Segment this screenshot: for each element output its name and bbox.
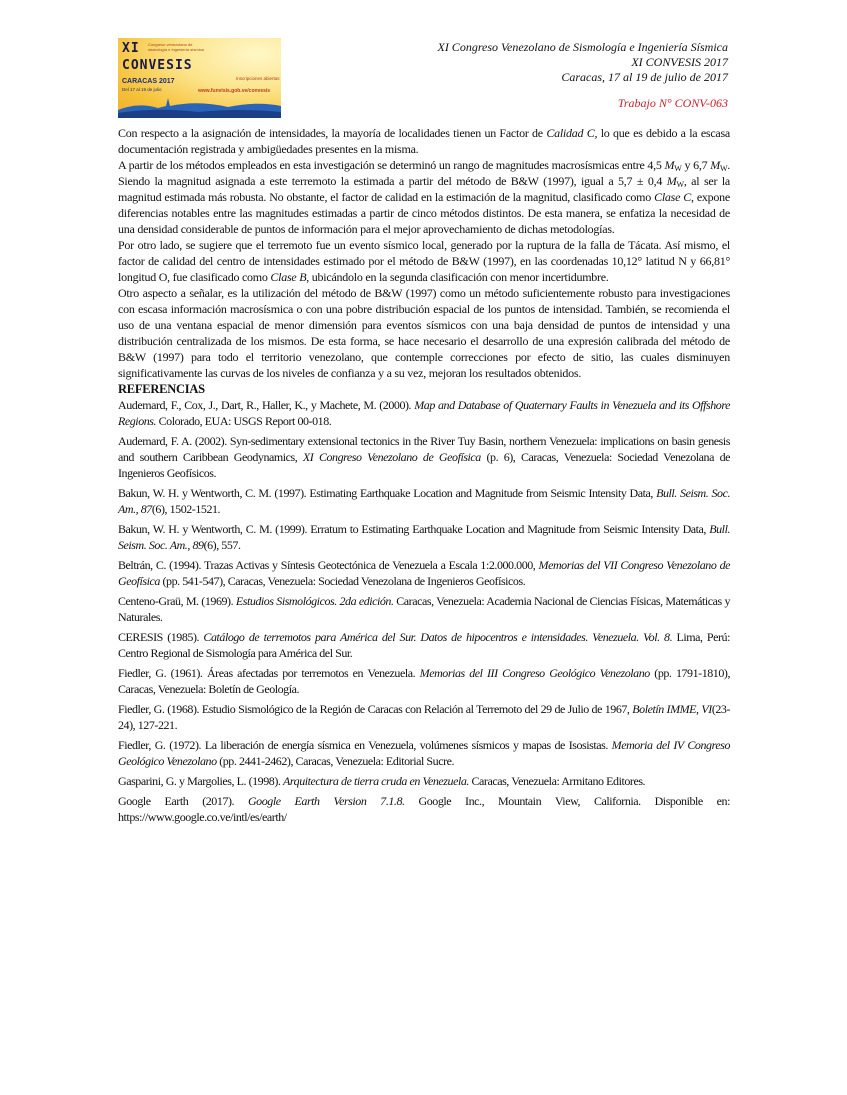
text: Google Inc., Mountain View, California. Disponible en: https://www.google.co.ve/intl/es/earth/ bbox=[118, 794, 730, 824]
header-line-1: XI Congreso Venezolano de Sismología e Ingeniería Sísmica bbox=[437, 40, 728, 54]
reference-item bbox=[118, 521, 730, 553]
text: Lima, Perú: Centro Regional de Sismología para América del Sur. bbox=[118, 630, 730, 660]
logo-url: www.funvisis.gob.ve/convesis bbox=[198, 88, 271, 94]
text: Con respecto a la asignación de intensidades, la mayoría de localidades tienen un Factor de bbox=[118, 126, 547, 140]
text: Fiedler, G. (1961). Áreas afectadas por terremotos en Venezuela. bbox=[118, 666, 420, 680]
text: (6), 557. bbox=[203, 538, 241, 552]
text: y 6,7 bbox=[681, 158, 711, 172]
magnitude-symbol: M bbox=[710, 158, 720, 172]
subscript: W bbox=[676, 180, 684, 189]
italic-text: Clase B bbox=[270, 270, 307, 284]
italic-text: Catálogo de terremotos para América del Sur. Datos de hipocentros e intensidades. Venezuela. Vol. 8. bbox=[203, 630, 673, 644]
reference-item bbox=[118, 557, 730, 589]
paragraph-1 bbox=[118, 125, 730, 157]
magnitude-symbol: M bbox=[664, 158, 675, 172]
text: Fiedler, G. (1968). Estudio Sismológico de la Región de Caracas con Relación al Terremoto del 29 de Julio de 1967, bbox=[118, 702, 633, 716]
logo-convesis: CONVESIS bbox=[122, 58, 193, 73]
text: lo que es debido a la escasa documentación registrada y ambigüedades presentes en la misma. bbox=[118, 126, 730, 156]
text: A partir de los métodos empleados en esta investigación se determinó un rango de magnitudes macrosísmicas entre 4,5 bbox=[118, 158, 665, 172]
text: (p. 6), Caracas, Venezuela: Sociedad Venezolana de Ingenieros Geofísicos. bbox=[118, 450, 730, 480]
text: Por otro lado, se sugiere que el terremoto fue un evento sísmico local, generado por la ruptura de la falla de Tácata. Así mismo, el factor de calidad del centro de intensidades estimado por el método de B&W (1997), en las coordenadas 10,12° latitud N y 66,81° longitud O, fue clasificado como bbox=[118, 238, 730, 284]
italic-text: Google Earth Version 7.1.8. bbox=[247, 794, 405, 808]
italic-text: Boletín IMME, VI bbox=[632, 702, 712, 716]
text: Fiedler, G. (1972). La liberación de energía sísmica en Venezuela, volúmenes sísmicos y mapas de Isosistas. bbox=[118, 738, 612, 752]
text: Centeno-Graü, M. (1969). bbox=[118, 594, 236, 608]
text: Caracas, Venezuela: Armitano Editores. bbox=[468, 774, 646, 788]
text: Colorado, EUA: USGS Report 00-018. bbox=[156, 414, 332, 428]
italic-text: Memoria del IV Congreso Geológico Venezolano bbox=[118, 738, 730, 768]
reference-item bbox=[118, 665, 730, 697]
header-line-2: XI CONVESIS 2017 bbox=[631, 55, 728, 69]
logo-skyline-icon bbox=[118, 92, 281, 118]
text: Bakun, W. H. y Wentworth, C. M. (1997). Estimating Earthquake Location and Magnitude from Seismic Intensity Data, bbox=[118, 486, 657, 500]
italic-text: Clase C bbox=[654, 190, 691, 204]
text: Audemard, F. A. (2002). Syn-sedimentary extensional tectonics in the River Tuy Basin, northern Venezuela: implications on basin genesis and southern Caribbean Geodynamics, bbox=[118, 434, 730, 464]
text: (pp. 541-547), Caracas, Venezuela: Sociedad Venezolana de Ingenieros Geofísicos. bbox=[159, 574, 526, 588]
logo-dates: Del 17 al 19 de julio bbox=[122, 87, 162, 92]
text: Bakun, W. H. y Wentworth, C. M. (1999). Erratum to Estimating Earthquake Location and Magnitude from Seismic Intensity Data, bbox=[118, 522, 710, 536]
italic-text: Bull. Seism. Soc. Am., 87 bbox=[118, 486, 730, 516]
text: CERESIS (1985). bbox=[118, 630, 204, 644]
paragraph-2 bbox=[118, 157, 730, 237]
magnitude-symbol: M bbox=[666, 174, 677, 188]
reference-item bbox=[118, 397, 730, 429]
logo-inscriptions: Inscripciones abiertas bbox=[236, 76, 280, 81]
italic-text: XI Congreso Venezolano de Geofísica bbox=[302, 450, 481, 464]
reference-item bbox=[118, 773, 730, 789]
text: (6), 1502-1521. bbox=[151, 502, 221, 516]
text: , al ser la magnitud estimada más robusta. No obstante, el factor de calidad en la estimación de la magnitud, clasificado como bbox=[118, 174, 730, 204]
reference-item bbox=[118, 629, 730, 661]
italic-text: Arquitectura de tierra cruda en Venezuela. bbox=[282, 774, 469, 788]
text: . Siendo la magnitud asignada a este terremoto la estimada a partir del método de B&W (1997), igual a 5,7 ± 0,4 bbox=[118, 158, 731, 188]
logo-city: CARACAS 2017 bbox=[122, 78, 175, 85]
text: , expone diferencias notables entre las magnitudes estimadas a partir de cinco métodos distintos. De esta manera, se enfatiza la necesidad de una densidad considerable de puntos de información para el mejor aprovechamiento de dichas metodologías. bbox=[118, 190, 730, 236]
italic-text: Estudios Sismológicos. 2da edición. bbox=[235, 594, 394, 608]
text: Audemard, F., Cox, J., Dart, R., Haller, K., y Machete, M. (2000). bbox=[118, 398, 415, 412]
header-line-3: Caracas, 17 al 19 de julio de 2017 bbox=[561, 70, 728, 84]
paper-number: Trabajo N° CONV-063 bbox=[617, 96, 728, 110]
italic-text: Map and Database of Quaternary Faults in Venezuela and its Offshore Regions. bbox=[118, 398, 731, 428]
reference-item bbox=[118, 793, 730, 825]
reference-item bbox=[118, 593, 730, 625]
text: (pp. 1791-1810), Caracas, Venezuela: Boletín de Geología. bbox=[118, 666, 730, 696]
references-list bbox=[118, 397, 730, 825]
text: Gasparini, G. y Margolies, L. (1998). bbox=[118, 774, 283, 788]
convesis-logo bbox=[118, 38, 281, 118]
reference-item bbox=[118, 701, 730, 733]
paper-body bbox=[118, 125, 730, 829]
text: Beltrán, C. (1994). Trazas Activas y Síntesis Geotectónica de Venezuela a Escala 1:2.000.000, bbox=[118, 558, 539, 572]
reference-item bbox=[118, 433, 730, 481]
logo-xi: XI bbox=[122, 41, 140, 56]
text: Caracas, Venezuela: Academia Nacional de Ciencias Físicas, Matemáticas y Naturales. bbox=[118, 594, 731, 624]
italic-text: Bull. Seism. Soc. Am., 89 bbox=[118, 522, 730, 552]
logo-small-text: Congreso venezolano de sismología e ingeniería sísmica bbox=[148, 42, 204, 52]
italic-text: Memorias del III Congreso Geológico Venezolano bbox=[419, 666, 650, 680]
paragraph-4: Otro aspecto a señalar, es la utilización del método de B&W (1997) como un método suficientemente robusto para investigaciones con escasa información macrosísmica o con una pobre distribución espacial de los puntos de intensidad. También, se recomienda el uso de una ventana espacial de menor dimensión para eventos sísmicos con una baja densidad de puntos de intensidad y una distribución centralizada de los mismos. De esta forma, se hace necesario el desarrollo de una expresión calibrada del método de B&W (1997) para todo el territorio venezolano, que contemple correcciones por efecto de sitio, las cuales disminuyen significativamente las curvas de los niveles de confianza y a su vez, mejoran los resultados obtenidos. bbox=[118, 286, 730, 380]
text: (pp. 2441-2462), Caracas, Venezuela: Editorial Sucre. bbox=[216, 754, 455, 768]
subscript: W bbox=[674, 164, 682, 173]
text: (23-24), 127-221. bbox=[118, 702, 731, 732]
references-heading: REFERENCIAS bbox=[118, 382, 205, 396]
italic-text: Memorias del VII Congreso Venezolano de Geofísica bbox=[118, 558, 730, 588]
conference-header bbox=[437, 40, 728, 85]
reference-item bbox=[118, 737, 730, 769]
subscript: W bbox=[719, 164, 728, 173]
text: , ubicándolo en la segunda clasificación con menor incertidumbre. bbox=[306, 270, 609, 284]
reference-item bbox=[118, 485, 730, 517]
italic-text: Calidad C, bbox=[546, 126, 598, 140]
paragraph-3 bbox=[118, 237, 730, 285]
text: Google Earth (2017). bbox=[118, 794, 248, 808]
